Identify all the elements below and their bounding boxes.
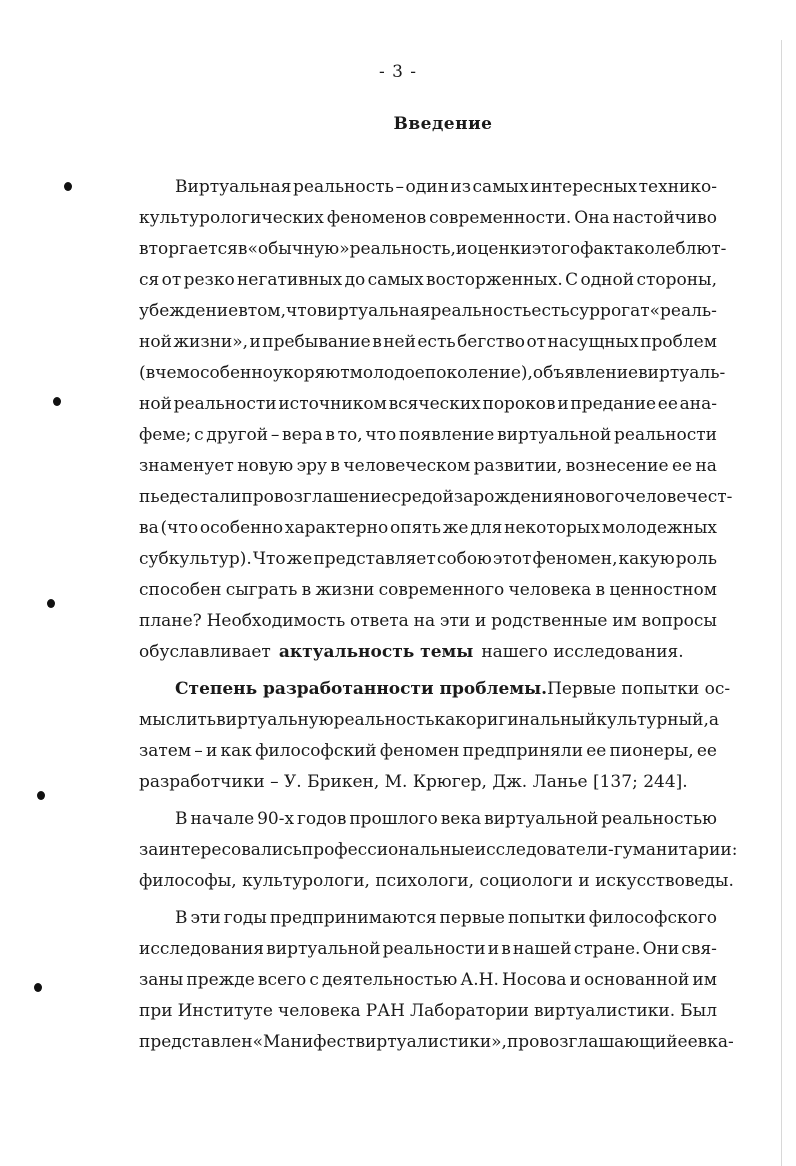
binding-hole [34,983,42,992]
text-line: (в чем особенно укоряют молодое поколение), объявление виртуаль- [139,363,726,383]
text-line: представлен «Манифест виртуалистики», провозглашающий ее в ка- [139,1032,734,1052]
text-line: феме; с другой – вера в то, что появление виртуальной реальности [139,425,717,445]
text-line: пьедестал и провозглашение средой зарождения нового человечест- [139,487,733,507]
text-line: вторгается в «обычную» реальность, и оценки этого факта колеблют- [139,239,727,259]
section-run-in-heading: Степень разработанности проблемы. [175,679,548,699]
text-line: ной жизни», и пребывание в ней есть бегство от насущных проблем [139,332,717,352]
binding-hole [47,599,55,608]
paragraph [139,804,738,897]
text-line: ся от резко негативных до самых восторженных. С одной стороны, [139,270,717,290]
binding-hole [64,182,72,191]
text-line: при Институте человека РАН Лаборатории виртуалистики. Был [139,1001,717,1021]
text-line: знаменует новую эру в человеческом развитии, вознесение ее на [139,456,717,476]
binding-hole [37,791,45,800]
text-line: В начале 90-х годов прошлого века виртуальной реальностью [175,809,717,829]
text-span: обуславливает [139,642,271,662]
text-line: разработчики – У. Брикен, М. Крюгер, Дж. Ланье [137; 244]. [139,772,688,792]
text-line: способен сыграть в жизни современного человека в ценностном [139,580,717,600]
text-line: исследования виртуальной реальности и в нашей стране. Они свя- [139,939,717,959]
binding-hole [53,397,61,406]
text-line: плане? Необходимость ответа на эти и родственные им вопросы [139,611,717,631]
page-heading: Введение [393,114,493,134]
body-text [139,172,738,1058]
text-line: культурологических феноменов современности. Она настойчиво [139,208,717,228]
text-line: затем – и как философский феномен предприняли ее пионеры, ее [139,741,717,761]
text-line: В эти годы предпринимаются первые попытки философского [175,908,717,928]
text-line: ва (что особенно характерно опять же для некоторых молодежных [139,518,717,538]
text-span: Первые попытки ос- [547,679,731,699]
text-line: субкультур). Что же представляет собою этот феномен, какую роль [139,549,717,569]
paragraph [139,903,734,1058]
topic-relevance-term: актуальность темы [278,642,474,662]
text-line: философы, культурологи, психологи, социологи и искусствоведы. [139,871,734,891]
text-line: ной реальности источником всяческих пороков и предание ее ана- [139,394,717,414]
paragraph [139,172,733,668]
text-line: заны прежде всего с деятельностью А.Н. Носова и основанной им [139,970,717,990]
page-number: - 3 - [378,62,418,82]
text-line: убеждение в том, что виртуальная реальность есть суррогат «реаль- [139,301,717,321]
text-line: мыслить виртуальную реальность как оригинальный культурный, а [139,710,719,730]
text-line: заинтересовались профессиональные исследователи-гуманитарии: [139,840,738,860]
text-line [139,637,717,668]
paragraph [139,674,731,798]
text-span: нашего исследования. [481,642,684,662]
scan-edge-line [781,40,782,1166]
text-line [139,674,731,705]
text-line: Виртуальная реальность – один из самых интересных технико- [175,177,717,197]
